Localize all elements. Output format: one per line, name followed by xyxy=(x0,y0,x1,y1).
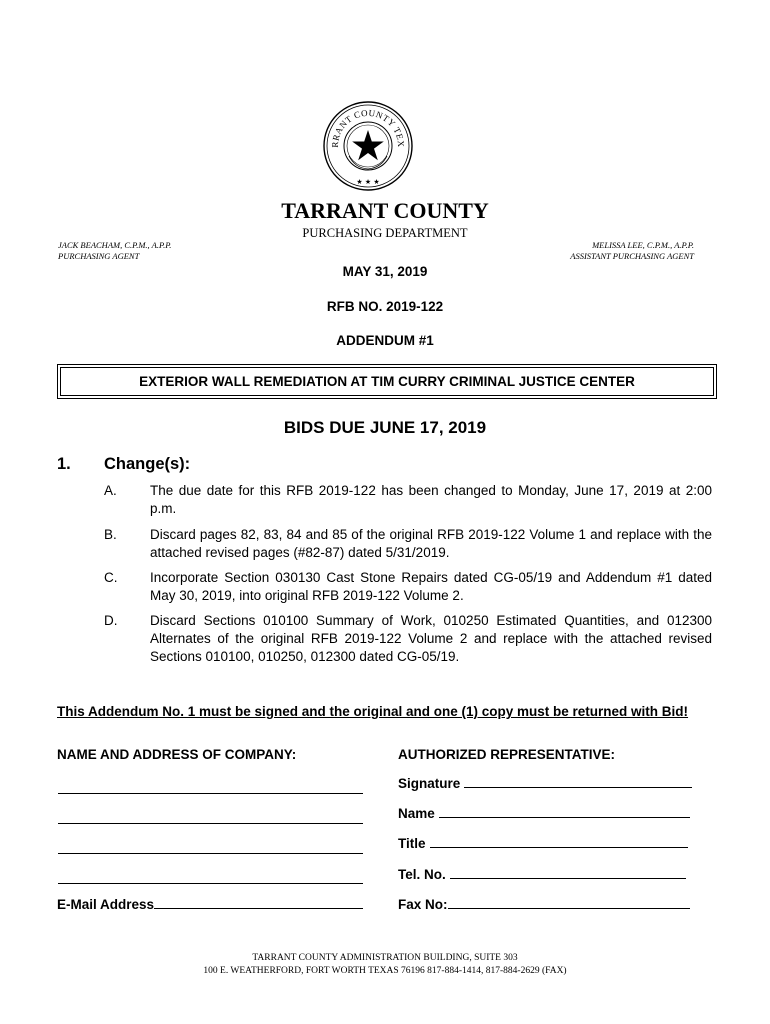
company-address-line[interactable] xyxy=(58,793,363,794)
title-line[interactable] xyxy=(430,847,688,848)
company-header: NAME AND ADDRESS OF COMPANY: xyxy=(57,747,297,762)
signature-field[interactable] xyxy=(398,776,692,791)
return-notice: This Addendum No. 1 must be signed and the original and one (1) copy must be returned with Bid! xyxy=(57,704,689,719)
signature-line[interactable] xyxy=(464,787,692,788)
name-field[interactable] xyxy=(398,806,690,821)
section-title: Change(s): xyxy=(104,455,191,473)
document-date: MAY 31, 2019 xyxy=(342,264,428,279)
assistant-purchasing-agent xyxy=(570,240,694,262)
section-number: 1. xyxy=(57,455,71,473)
bids-due: BIDS DUE JUNE 17, 2019 xyxy=(283,418,487,437)
company-address-line[interactable] xyxy=(58,853,363,854)
email-field[interactable] xyxy=(57,897,363,912)
company-address-line[interactable] xyxy=(58,883,363,884)
change-item-text: Discard pages 82, 83, 84 and 85 of the original RFB 2019-122 Volume 1 and replace with the attached revised pages (#82-87) dated 5/31/2019. xyxy=(150,527,712,560)
fax-field[interactable] xyxy=(398,897,690,912)
representative-header: AUTHORIZED REPRESENTATIVE: xyxy=(398,747,616,762)
title-field[interactable] xyxy=(398,836,688,851)
change-item-text: The due date for this RFB 2019-122 has been changed to Monday, June 17, 2019 at 2:00 p.m. xyxy=(150,483,712,516)
seal-text: RRANT COUNTY TEX xyxy=(329,107,407,148)
change-item-letter: C. xyxy=(104,570,118,585)
name-line[interactable] xyxy=(439,817,690,818)
county-seal xyxy=(322,100,414,192)
assistant-agent-name: MELISSA LEE, C.P.M., A.P.P. xyxy=(592,240,694,250)
department-name: PURCHASING DEPARTMENT xyxy=(302,226,468,240)
svg-text:TARRANT COUNTY TEXAS xyxy=(322,100,406,148)
tel-line[interactable] xyxy=(450,878,686,879)
change-item-letter: D. xyxy=(104,613,118,628)
change-item-text: Discard Sections 010100 Summary of Work, 010250 Estimated Quantities, and 012300 Alternates of the original RFB 2019-122 Volume 2 and replace with the attached revised Sections 010100, 010250, 012300 dated CG-05/19. xyxy=(150,613,712,664)
project-title-box xyxy=(57,364,717,399)
tel-field[interactable] xyxy=(398,867,686,882)
fax-line[interactable] xyxy=(448,908,690,909)
purchasing-agent-name: JACK BEACHAM, C.P.M., A.P.P. xyxy=(58,240,172,250)
name-label: Name xyxy=(398,806,435,821)
company-address-line[interactable] xyxy=(58,823,363,824)
org-title: TARRANT COUNTY xyxy=(281,198,489,223)
purchasing-agent xyxy=(58,240,171,262)
assistant-agent-title: ASSISTANT PURCHASING AGENT xyxy=(570,251,694,261)
email-label: E-Mail Address xyxy=(57,897,155,912)
change-item-text: Incorporate Section 030130 Cast Stone Repairs dated CG-05/19 and Addendum #1 dated May 30, 2019, into original RFB 2019-122 Volume 2. xyxy=(150,570,712,603)
change-item-letter: A. xyxy=(104,483,117,498)
purchasing-agent-title: PURCHASING AGENT xyxy=(58,251,140,261)
tel-label: Tel. No. xyxy=(398,867,446,882)
change-item-letter: B. xyxy=(104,527,117,542)
rfb-number: RFB NO. 2019-122 xyxy=(326,299,444,314)
footer-address: 100 E. WEATHERFORD, FORT WORTH TEXAS 76196 817-884-1414, 817-884-2629 (FAX) xyxy=(203,966,567,976)
svg-text:★ ★ ★: ★ ★ ★ xyxy=(356,178,380,186)
title-label: Title xyxy=(398,836,426,851)
signature-label: Signature xyxy=(398,776,461,791)
footer-building: TARRANT COUNTY ADMINISTRATION BUILDING, SUITE 303 xyxy=(252,953,518,963)
project-title: EXTERIOR WALL REMEDIATION AT TIM CURRY CRIMINAL JUSTICE CENTER xyxy=(60,367,714,396)
addendum-number: ADDENDUM #1 xyxy=(336,333,434,348)
fax-label: Fax No: xyxy=(398,897,448,912)
email-line[interactable] xyxy=(154,908,363,909)
